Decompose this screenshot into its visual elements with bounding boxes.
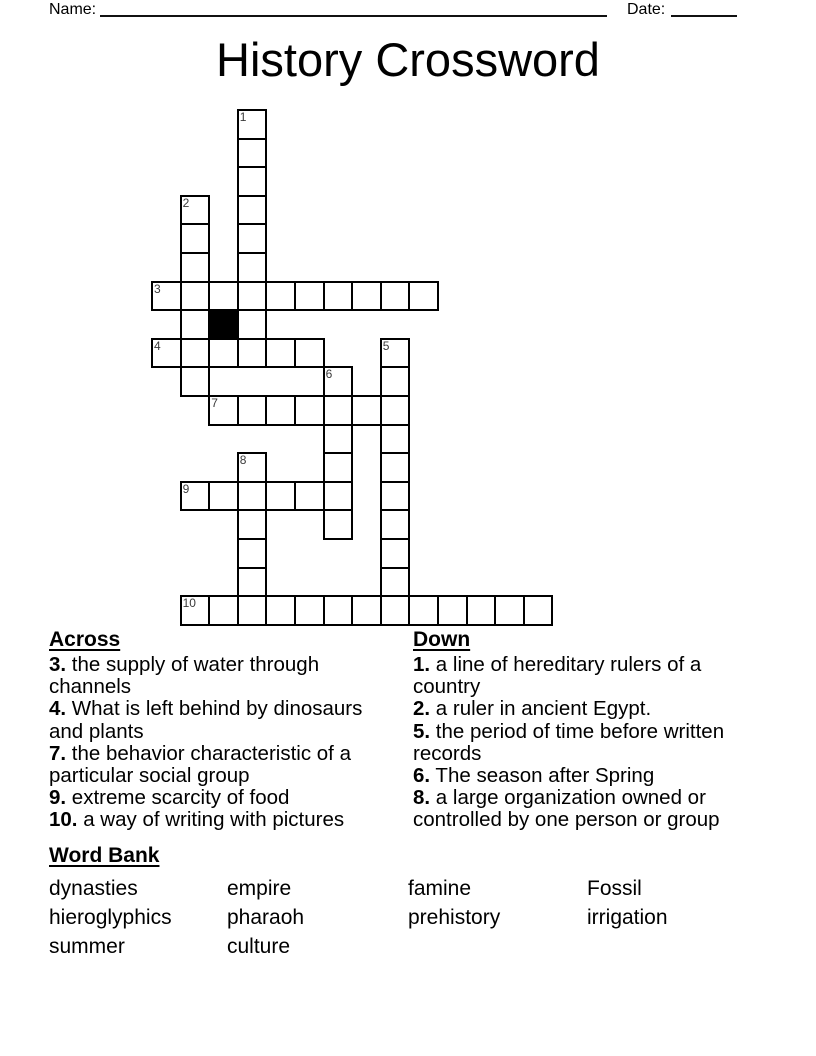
grid-cell[interactable] — [237, 538, 268, 569]
across-clue-4: 4. What is left behind by dinosaurs and plants — [49, 697, 363, 743]
crossword-grid — [151, 109, 554, 626]
grid-cell[interactable] — [180, 252, 211, 283]
grid-cell[interactable] — [208, 281, 239, 312]
grid-cell[interactable] — [408, 281, 439, 312]
grid-cell[interactable] — [437, 595, 468, 626]
grid-cell[interactable] — [180, 195, 211, 226]
across-clue-list — [49, 654, 390, 832]
grid-cell[interactable] — [208, 338, 239, 369]
clue-number: 9 — [182, 481, 190, 496]
word-bank-section — [49, 845, 769, 961]
across-heading: Across — [49, 628, 121, 651]
grid-cell[interactable] — [237, 195, 268, 226]
grid-cell[interactable] — [294, 281, 325, 312]
grid-cell[interactable] — [323, 395, 354, 426]
grid-cell[interactable] — [323, 509, 354, 540]
grid-cell[interactable] — [180, 223, 211, 254]
grid-cell[interactable] — [351, 281, 382, 312]
name-blank-line — [100, 2, 607, 17]
grid-cell[interactable] — [380, 395, 411, 426]
grid-cell[interactable] — [237, 567, 268, 598]
across-section — [49, 629, 390, 832]
grid-cell[interactable] — [494, 595, 525, 626]
grid-cell[interactable] — [323, 366, 354, 397]
grid-cell[interactable] — [208, 595, 239, 626]
grid-cell[interactable] — [323, 595, 354, 626]
grid-cell[interactable] — [237, 138, 268, 169]
word-bank-item-prehistory: prehistory — [408, 905, 501, 929]
grid-cell[interactable] — [180, 338, 211, 369]
grid-cell[interactable] — [294, 395, 325, 426]
down-clue-8: 8. a large organization owned or controlled by one person or group — [413, 786, 720, 832]
word-bank-item-fossil: Fossil — [587, 877, 642, 900]
date-label: Date: — [627, 1, 666, 18]
grid-cell[interactable] — [237, 166, 268, 197]
grid-cell[interactable] — [380, 567, 411, 598]
page-title: History Crossword — [216, 33, 600, 86]
across-clue-10: 10. a way of writing with pictures — [49, 808, 345, 832]
clue-number: 1 — [239, 110, 247, 124]
grid-cell[interactable] — [237, 395, 268, 426]
across-clue-9: 9. extreme scarcity of food — [49, 786, 290, 810]
word-bank-item-famine: famine — [408, 877, 472, 900]
down-clue-list — [413, 654, 764, 832]
grid-cell[interactable] — [380, 424, 411, 455]
word-bank-item-culture: culture — [227, 934, 291, 958]
word-bank-heading: Word Bank — [49, 844, 160, 867]
grid-cell[interactable] — [323, 452, 354, 483]
across-clue-3: 3. the supply of water through channels — [49, 653, 320, 699]
grid-cell[interactable] — [180, 366, 211, 397]
date-blank-line — [671, 2, 737, 17]
grid-cell[interactable] — [323, 481, 354, 512]
down-section — [413, 629, 764, 832]
grid-cell[interactable] — [151, 281, 182, 312]
grid-cell[interactable] — [323, 281, 354, 312]
grid-cell[interactable] — [237, 481, 268, 512]
grid-cell[interactable] — [180, 481, 211, 512]
clue-number: 10 — [182, 596, 196, 611]
word-bank-list — [49, 875, 769, 961]
grid-cell[interactable] — [237, 595, 268, 626]
clue-number: 6 — [325, 367, 333, 382]
clue-number: 7 — [211, 396, 218, 410]
grid-cell[interactable] — [408, 595, 439, 626]
grid-cell[interactable] — [380, 481, 411, 512]
grid-cell[interactable] — [237, 509, 268, 540]
grid-cell[interactable] — [380, 366, 411, 397]
grid-cell-black — [208, 309, 239, 340]
word-bank-item-summer: summer — [49, 934, 125, 958]
grid-cell[interactable] — [237, 252, 268, 283]
word-bank-item-hieroglyphics: hieroglyphics — [49, 905, 172, 929]
grid-cell[interactable] — [523, 595, 554, 626]
word-bank-item-dynasties: dynasties — [49, 877, 138, 900]
down-clue-1: 1. a line of hereditary rulers of a country — [413, 653, 702, 699]
grid-cell[interactable] — [351, 395, 382, 426]
grid-cell[interactable] — [237, 281, 268, 312]
word-bank-item-empire: empire — [227, 877, 292, 900]
grid-cell[interactable] — [208, 481, 239, 512]
grid-cell[interactable] — [380, 281, 411, 312]
grid-cell[interactable] — [294, 481, 325, 512]
name-label: Name: — [49, 1, 97, 18]
grid-cell[interactable] — [237, 309, 268, 340]
grid-cell[interactable] — [380, 538, 411, 569]
grid-cell[interactable] — [265, 281, 296, 312]
clue-number: 3 — [154, 281, 161, 296]
down-clue-6: 6. The season after Spring — [413, 764, 655, 788]
word-bank-item-pharaoh: pharaoh — [227, 905, 305, 929]
clue-number: 4 — [154, 338, 161, 353]
grid-cell[interactable] — [294, 595, 325, 626]
grid-cell[interactable] — [323, 424, 354, 455]
across-clue-7: 7. the behavior characteristic of a particular social group — [49, 741, 351, 788]
word-bank-item-irrigation: irrigation — [587, 905, 668, 929]
down-clue-5: 5. the period of time before written records — [413, 719, 725, 765]
grid-cell[interactable] — [180, 595, 211, 626]
grid-cell[interactable] — [380, 509, 411, 540]
grid-cell[interactable] — [380, 338, 411, 369]
grid-cell[interactable] — [237, 109, 268, 140]
grid-cell[interactable] — [265, 395, 296, 426]
grid-cell[interactable] — [237, 223, 268, 254]
grid-cell[interactable] — [466, 595, 497, 626]
grid-cell[interactable] — [265, 595, 296, 626]
grid-cell[interactable] — [265, 481, 296, 512]
grid-cell[interactable] — [180, 281, 211, 312]
clue-number: 8 — [239, 453, 247, 468]
grid-cell[interactable] — [208, 395, 239, 426]
grid-cell[interactable] — [380, 595, 411, 626]
grid-cell[interactable] — [237, 338, 268, 369]
grid-cell[interactable] — [265, 338, 296, 369]
down-clue-2: 2. a ruler in ancient Egypt. — [413, 697, 652, 721]
clue-number: 2 — [182, 195, 190, 210]
grid-cell[interactable] — [151, 338, 182, 369]
grid-cell[interactable] — [237, 452, 268, 483]
down-heading: Down — [413, 628, 471, 651]
grid-cell[interactable] — [294, 338, 325, 369]
grid-cell[interactable] — [351, 595, 382, 626]
grid-cell[interactable] — [180, 309, 211, 340]
clue-number: 5 — [382, 338, 390, 353]
grid-cell[interactable] — [380, 452, 411, 483]
